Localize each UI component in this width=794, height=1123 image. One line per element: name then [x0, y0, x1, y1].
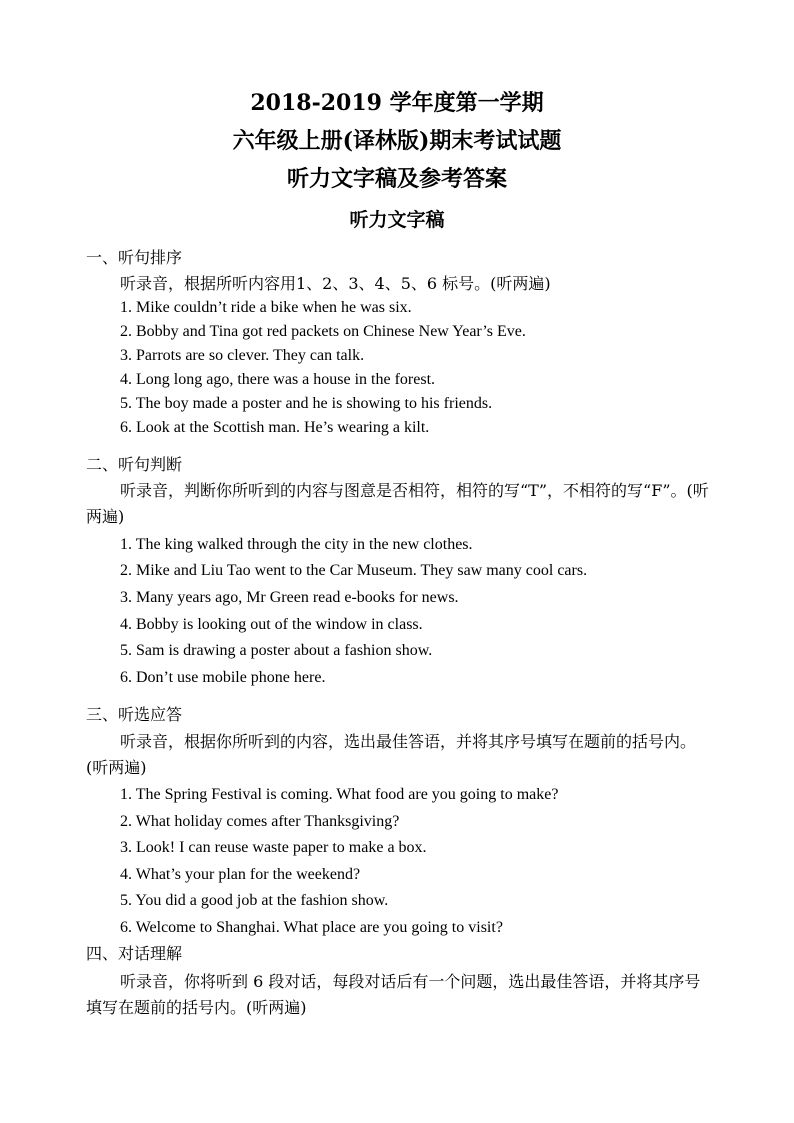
section-subtitle: 听力文字稿: [349, 209, 445, 231]
list-item: 2. Bobby and Tina got red packets on Chinese New Year’s Eve.: [120, 323, 526, 340]
section-heading-1: 一、听句排序: [86, 248, 183, 267]
document-title-line2: 六年级上册(译林版)期末考试试题: [232, 128, 562, 154]
list-item: 3. Many years ago, Mr Green read e-books for news.: [120, 589, 459, 606]
section-instruction-2: 听录音，判断你所听到的内容与图意是否相符，相符的写“T”，不相符的写“F”。(听两遍): [86, 481, 709, 526]
section-instruction-1: 听录音，根据所听内容用1、2、3、4、5、6 标号。(听两遍): [120, 274, 551, 293]
list-item: 4. Long long ago, there was a house in the forest.: [120, 371, 436, 388]
list-item: 5. You did a good job at the fashion show.: [120, 892, 389, 909]
list-item: 3. Parrots are so clever. They can talk.: [120, 347, 365, 364]
list-item: 6. Look at the Scottish man. He’s wearing a kilt.: [120, 419, 430, 436]
section-instruction-4: 听录音，你将听到 6 段对话，每段对话后有一个问题，选出最佳答语，并将其序号填写在题前的括号内。(听两遍): [86, 972, 701, 1017]
list-item: 1. Mike couldn’t ride a bike when he was six.: [120, 299, 412, 316]
list-item: 4. Bobby is looking out of the window in class.: [120, 616, 423, 633]
section-heading-2: 二、听句判断: [86, 455, 183, 474]
section-heading-3: 三、听选应答: [86, 705, 183, 724]
list-item: 5. The boy made a poster and he is showing to his friends.: [120, 395, 493, 412]
list-item: 2. What holiday comes after Thanksgiving?: [120, 813, 400, 830]
list-item: 3. Look! I can reuse waste paper to make a box.: [120, 839, 427, 856]
list-item: 6. Don’t use mobile phone here.: [120, 669, 326, 686]
list-item: 1. The king walked through the city in the new clothes.: [120, 536, 473, 553]
document-title-line3: 听力文字稿及参考答案: [286, 166, 507, 192]
section-heading-4: 四、对话理解: [86, 944, 183, 963]
list-item: 4. What’s your plan for the weekend?: [120, 866, 361, 883]
list-item: 1. The Spring Festival is coming. What food are you going to make?: [120, 786, 559, 803]
list-item: 2. Mike and Liu Tao went to the Car Museum. They saw many cool cars.: [120, 562, 588, 579]
document-title-line1: 2018-2019 学年度第一学期: [250, 90, 544, 116]
list-item: 5. Sam is drawing a poster about a fashion show.: [120, 642, 433, 659]
list-item: 6. Welcome to Shanghai. What place are you going to visit?: [120, 919, 503, 936]
section-instruction-3: 听录音，根据你所听到的内容，选出最佳答语，并将其序号填写在题前的括号内。(听两遍): [86, 732, 697, 777]
